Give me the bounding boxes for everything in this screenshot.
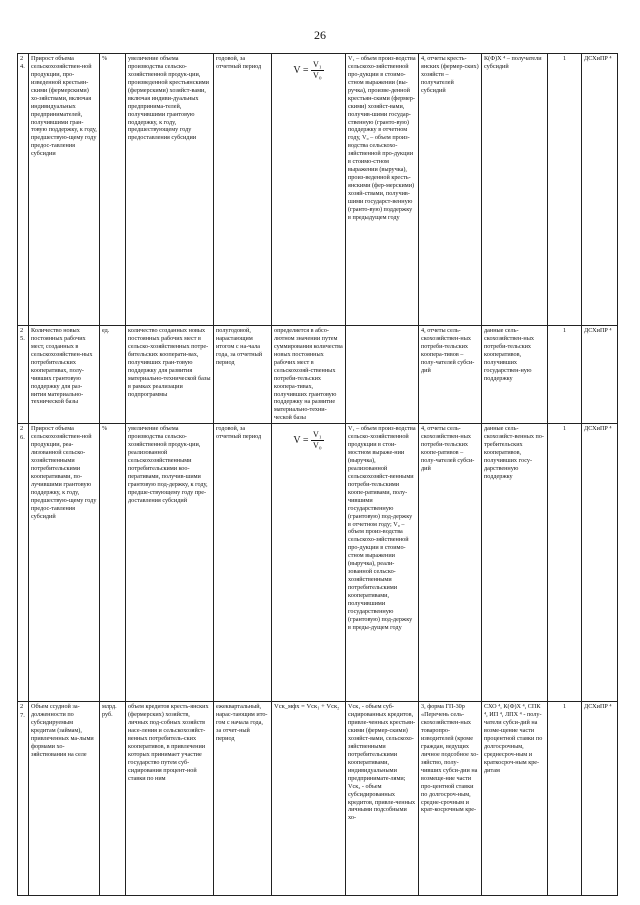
table-row [18,424,618,702]
indicator-name: Прирост объема сельскохозяйствен-ной продукции, про-изведенной крестьян-скими (фермерскими) хо-зяйствами, включая индивидуальных предпринимателей, получившими гран-товую поддержку, к году, предшествую-щему году предос-тавления субсидии [29,54,100,326]
table-row [18,702,618,896]
code-cell: 1 [548,326,582,424]
responsible-cell: данные сель-скохозяйст-венных по-требительских кооперативов, получивших госу-дарственную поддержку [482,424,548,702]
indicator-name: Объем ссудной за-долженности по субсидируемым кредитам (займам), привлеченных ма-лыми формами хо-зяйствования на селе [29,702,100,896]
table-row [18,54,618,326]
row-number: 25. [18,326,29,424]
source-cell: 4, отчеты кресть-янских (фермер-ских) хозяйств – получателей субсидий [419,54,482,326]
responsible-cell: К(Ф)Х ⁴ – получатели субсидий [482,54,548,326]
indicator-name: Прирост объема сельскохозяйствен-ной продукции, реа-лизованной сельско-хозяйственными потребительскими кооперативами, по-лучившими грантовую поддержку, к году, предшествую-щему году предос-тавления субсидий [29,424,100,702]
unit-cell: ед. [100,326,126,424]
definition-cell: количество созданных новых постоянных рабочих мест в сельско-хозяйственных потре-бительских кооперати-вах, получивших гран-товую поддержку для развития материально-технической базы в рамках реализации подпрограммы [126,326,214,424]
definition-cell: увеличение объема производства сельско-хозяйственной продук-ции, произведенной крестьянскими (фермерскими) хозяйст-вами, включая индиви-дуальных предпринима-телей, получившими грантовую поддержку, к году, предшествующему году предоставления субсидии [126,54,214,326]
formula-inline: Vск_мфх = Vск₁ + Vск₂ [274,703,340,711]
department-cell: ДСХиПР ⁴ [582,424,618,702]
source-cell: 3, форма ГП-30р «Перечень сель-скохозяйствен-ных товаропро-изводителей (кроме граждан, ведущих личное подсобное хо-зяйство, полу-чивших субси-дии на возмеще-ние части про-центной ставки по долгосроч-ным, средне-срочным и крат-косрочным кре- [419,702,482,896]
indicator-name: Количество новых постоянных рабочих мест, созданных в сельскохозяйствен-ных потребительских кооперативах, полу-чивших грантовую поддержку для раз-вития материально-технической базы [29,326,100,424]
unit-cell: % [100,54,126,326]
row-number: 26. [18,424,29,702]
formula-cell: определяется в абсо-лютном значении путем суммирования количества новых постоянных рабочих мест в сельскохозяй-ственных потреби-тельских коопера-тивах, получивших грантовую поддержку на развитие материально-техни-ческой базы [272,326,346,424]
formula-denominator: V₀ [313,71,322,81]
formula-cell [272,54,346,326]
variables-cell: V₁ – объем произ-водства сельско-хозяйственной продукции в стои-мостном выраже-нии (выручка), реализованной сельскохозяйст-венными потреби-тельскими коопе-ративами, полу-чившими государственную (грантовую) под-держку в отчетном году; V₀ – объем произ-водства сельскохо-зяйственной про-дукции в стоимо-стном выражении (выручка), реали-зованной сельско-хозяйственными потребительскими кооперативами, получившими государственную (грантовую) под-держку в преды-дущем году [346,424,419,702]
variables-cell [346,326,419,424]
definition-cell: объем кредитов кресть-янских (фермерских) хозяйств, личных под-собных хозяйств насе-ления и сельскохозяйст-венных потребитель-ских кооперативов, в привлечении которых принимает участие государство путем суб-сидирования процент-ной ставки по ним [126,702,214,896]
formula-left: V = [293,65,309,77]
page-number: 26 [314,28,326,42]
variables-cell: Vск₁ - объем суб-сидированных кредитов, привле-ченных крестьян-скими (фермер-скими) хозяйст-вами, сельскохо-зяйственными потребительскими кооперативами, индивидуальными предпринимате-лями; Vск₂ - объем субсидированных кредитов, привле-ченных личными подсобными хо- [346,702,419,896]
formula-left: V = [293,435,309,447]
table-row [18,326,618,424]
department-cell: ДСХиПР ⁴ [582,326,618,424]
unit-cell: млрд. руб. [100,702,126,896]
responsible-cell: СХО ⁴, К(Ф)Х ⁴, СПК ⁴, ИП ⁴, ЛПХ ⁴ - полу-чатели субси-дий на возме-щение части процентной ставки по долгосрочным, среднесроч-ным и краткосроч-ным кре-дитам [482,702,548,896]
definition-cell: увеличение объема производства сельско-хозяйственной продук-ции, реализованной сельскохозяйственными потребительскими коо-перативами, получив-шими грантовую под-держку, к году, предше-ствующему году пре-доставления субсидий [126,424,214,702]
periodicity-cell: годовой, за отчетный период [214,424,272,702]
formula-numerator: V₁ [311,430,324,441]
formula-cell [272,424,346,702]
responsible-cell: данные сель-скохозяйствен-ных потреби-тельских кооперативов, получивших государствен-ную поддержку [482,326,548,424]
periodicity-cell: полугодовой, нарастающим итогом с на-чала года, за отчетный период [214,326,272,424]
source-cell: 4, отчеты сель-скохозяйствен-ных потреби-тельских коопе-ративов – полу-чателей субси-дий [419,424,482,702]
indicators-table [17,53,618,896]
department-cell: ДСХиПР ⁴ [582,702,618,896]
formula-cell [272,702,346,896]
periodicity-cell: годовой, за отчетный период [214,54,272,326]
code-cell: 1 [548,54,582,326]
formula-numerator: V₁ [311,60,324,71]
row-number: 24. [18,54,29,326]
row-number: 27. [18,702,29,896]
code-cell: 1 [548,424,582,702]
variables-cell: V₁ – объем произ-водства сельскохо-зяйственной про-дукции в стоимо-стном выражении (вы-ручка), произве-денной крестьян-скими (фермер-скими) хозяйст-вами, получив-шими государ-ственную (гранто-вую) поддержку в отчетном году, V₀ – объем произ-водства сельскохо-зяйственной про-дукции в стоимо-стном выражении (выручка), произ-веденной кресть-янскими (фер-мерскими) хозяй-ствами, получив-шими государст-венную (гранто-вую) поддержку в предыдущем году [346,54,419,326]
code-cell: 1 [548,702,582,896]
periodicity-cell: ежеквартальный, нарас-тающим ито-гом с начала года, за отчет-ный период [214,702,272,896]
unit-cell: % [100,424,126,702]
formula-denominator: V₀ [313,441,322,451]
department-cell: ДСХиПР ⁴ [582,54,618,326]
source-cell: 4, отчеты сель-скохозяйствен-ных потреби-тельских коопера-тивов – полу-чателей субси-дий [419,326,482,424]
